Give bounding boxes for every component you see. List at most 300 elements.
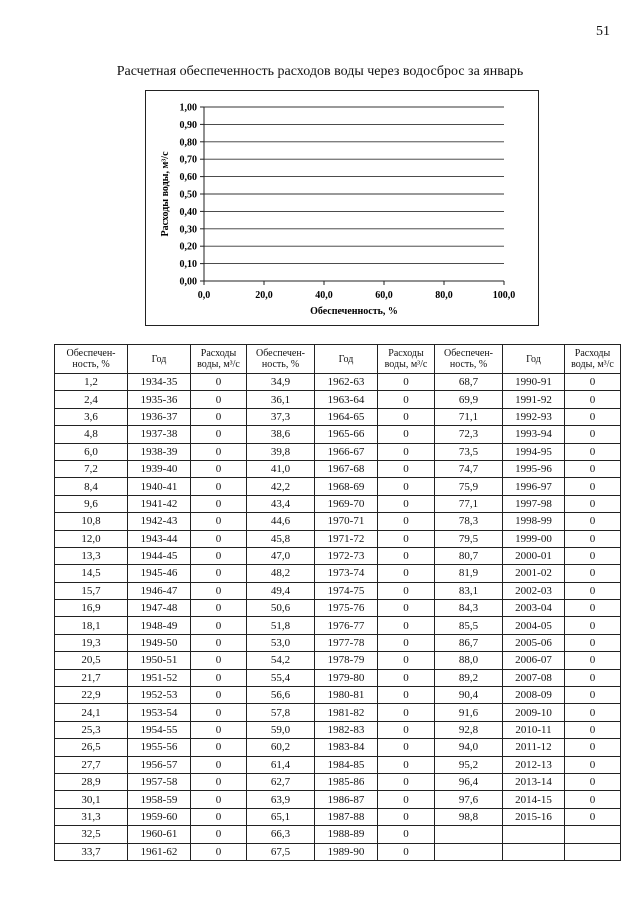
table-cell: 0: [191, 513, 247, 530]
table-cell: 1975-76: [315, 600, 378, 617]
x-tick-label: 20,0: [255, 290, 273, 301]
table-cell: 1974-75: [315, 582, 378, 599]
y-tick-label: 0,40: [179, 206, 197, 218]
table-cell: 20,5: [55, 652, 128, 669]
table-cell: 0: [378, 547, 435, 564]
table-cell: 0: [378, 460, 435, 477]
table-cell: 31,3: [55, 808, 128, 825]
x-tick-label: 100,0: [492, 290, 516, 301]
table-cell: 0: [191, 704, 247, 721]
table-cell: 0: [378, 652, 435, 669]
table-cell: 1998-99: [503, 513, 565, 530]
table-cell: 1938-39: [128, 443, 191, 460]
table-cell: 0: [565, 600, 621, 617]
table-cell: 0: [378, 513, 435, 530]
table-cell: 1947-48: [128, 600, 191, 617]
table-cell: 0: [565, 669, 621, 686]
table-cell: 0: [191, 791, 247, 808]
table-cell: 54,2: [247, 652, 315, 669]
table-cell: 47,0: [247, 547, 315, 564]
table-cell: 0: [378, 721, 435, 738]
table-cell: 0: [565, 739, 621, 756]
table-cell: 1989-90: [315, 843, 378, 860]
table-cell: 0: [565, 374, 621, 391]
table-cell: 88,0: [435, 652, 503, 669]
table-cell: 1990-91: [503, 374, 565, 391]
table-cell: 14,5: [55, 565, 128, 582]
table-row: [55, 495, 621, 512]
table-row: [55, 547, 621, 564]
table-cell: 0: [191, 773, 247, 790]
table-cell: 1985-86: [315, 773, 378, 790]
table-cell: 16,9: [55, 600, 128, 617]
table-cell: 0: [191, 739, 247, 756]
table-cell: 2005-06: [503, 634, 565, 651]
chart-svg: [146, 91, 540, 327]
table-cell: 2004-05: [503, 617, 565, 634]
table-cell: 91,6: [435, 704, 503, 721]
y-tick-label: 0,30: [179, 224, 197, 236]
table-cell: 1942-43: [128, 513, 191, 530]
table-cell: 49,4: [247, 582, 315, 599]
table-cell: 0: [378, 478, 435, 495]
table-cell: 1983-84: [315, 739, 378, 756]
table-cell: 0: [378, 773, 435, 790]
table-cell: 1996-97: [503, 478, 565, 495]
column-header: Расходы воды, м³/с: [378, 345, 435, 374]
table-cell: 32,5: [55, 826, 128, 843]
table-cell: 9,6: [55, 495, 128, 512]
table-cell: 0: [565, 513, 621, 530]
table-row: [55, 600, 621, 617]
table-cell: 1955-56: [128, 739, 191, 756]
table-cell: 0: [378, 808, 435, 825]
table-cell: 1976-77: [315, 617, 378, 634]
page-number: 51: [596, 24, 610, 39]
table-cell: 1935-36: [128, 391, 191, 408]
table-cell: 1970-71: [315, 513, 378, 530]
table-cell: 0: [191, 530, 247, 547]
table-cell: 1972-73: [315, 547, 378, 564]
table-cell: 1981-82: [315, 704, 378, 721]
table-cell: 1964-65: [315, 408, 378, 425]
table-cell: 0: [378, 756, 435, 773]
table-row: [55, 669, 621, 686]
table-cell: 1936-37: [128, 408, 191, 425]
chart-frame: [145, 90, 539, 326]
table-cell: 80,7: [435, 547, 503, 564]
table-cell: 21,7: [55, 669, 128, 686]
table-cell: 2,4: [55, 391, 128, 408]
table-cell: 69,9: [435, 391, 503, 408]
table-cell: 1995-96: [503, 460, 565, 477]
table-row: [55, 739, 621, 756]
table-cell: 0: [565, 791, 621, 808]
column-header: Расходы воды, м³/с: [191, 345, 247, 374]
table-cell: 83,1: [435, 582, 503, 599]
table-cell: 27,7: [55, 756, 128, 773]
table-cell: 0: [191, 600, 247, 617]
table-cell: 0: [565, 495, 621, 512]
y-tick-label: 1,00: [179, 102, 197, 114]
table-cell: 0: [565, 530, 621, 547]
table-cell: 1991-92: [503, 391, 565, 408]
table-cell: [565, 826, 621, 843]
table-cell: 1940-41: [128, 478, 191, 495]
table-cell: 0: [191, 478, 247, 495]
table-cell: 38,6: [247, 426, 315, 443]
table-cell: 81,9: [435, 565, 503, 582]
y-axis-label: Расходы воды, м³/с: [160, 151, 171, 237]
table-cell: 1987-88: [315, 808, 378, 825]
table-cell: 67,5: [247, 843, 315, 860]
table-cell: 0: [191, 582, 247, 599]
table-cell: 2000-01: [503, 547, 565, 564]
table-cell: 1956-57: [128, 756, 191, 773]
table-cell: 51,8: [247, 617, 315, 634]
table-cell: 2013-14: [503, 773, 565, 790]
table-cell: 0: [565, 443, 621, 460]
table-cell: 1986-87: [315, 791, 378, 808]
table-cell: 96,4: [435, 773, 503, 790]
y-tick-label: 0,20: [179, 241, 197, 253]
column-header: Год: [128, 345, 191, 374]
table-row: [55, 530, 621, 547]
table-cell: 2009-10: [503, 704, 565, 721]
table-cell: 1961-62: [128, 843, 191, 860]
table-cell: 1946-47: [128, 582, 191, 599]
table-cell: 0: [191, 443, 247, 460]
table-cell: 48,2: [247, 565, 315, 582]
table-cell: 97,6: [435, 791, 503, 808]
table-cell: 1993-94: [503, 426, 565, 443]
y-tick-label: 0,10: [179, 259, 197, 271]
table-cell: 63,9: [247, 791, 315, 808]
table-cell: 1968-69: [315, 478, 378, 495]
table-cell: 94,0: [435, 739, 503, 756]
table-cell: 3,6: [55, 408, 128, 425]
table-row: [55, 808, 621, 825]
table-cell: 1960-61: [128, 826, 191, 843]
table-cell: 18,1: [55, 617, 128, 634]
table-cell: 71,1: [435, 408, 503, 425]
table-cell: 2015-16: [503, 808, 565, 825]
table-cell: 1954-55: [128, 721, 191, 738]
table-cell: 0: [565, 756, 621, 773]
table-cell: 0: [565, 808, 621, 825]
table-cell: 22,9: [55, 687, 128, 704]
table-cell: 0: [565, 547, 621, 564]
x-tick-label: 60,0: [375, 290, 393, 301]
table-cell: 2010-11: [503, 721, 565, 738]
table-cell: 0: [378, 374, 435, 391]
table-cell: 0: [191, 756, 247, 773]
table-row: [55, 513, 621, 530]
table-cell: 56,6: [247, 687, 315, 704]
column-header: Обеспечен-ность, %: [55, 345, 128, 374]
table-cell: 0: [565, 773, 621, 790]
table-cell: 68,7: [435, 374, 503, 391]
table-cell: 6,0: [55, 443, 128, 460]
table-cell: 10,8: [55, 513, 128, 530]
table-cell: 53,0: [247, 634, 315, 651]
table-cell: 39,8: [247, 443, 315, 460]
table-cell: 1980-81: [315, 687, 378, 704]
table-cell: 0: [191, 652, 247, 669]
table-cell: 84,3: [435, 600, 503, 617]
table-row: [55, 721, 621, 738]
table-cell: 0: [191, 721, 247, 738]
table-cell: 61,4: [247, 756, 315, 773]
table-cell: 26,5: [55, 739, 128, 756]
table-cell: 1988-89: [315, 826, 378, 843]
table-cell: 42,2: [247, 478, 315, 495]
table-cell: 79,5: [435, 530, 503, 547]
table-cell: 0: [378, 495, 435, 512]
table-cell: [435, 843, 503, 860]
table-cell: 0: [565, 408, 621, 425]
table-cell: 0: [378, 426, 435, 443]
table-cell: 30,1: [55, 791, 128, 808]
data-table: [54, 344, 621, 861]
table-cell: 1951-52: [128, 669, 191, 686]
table-cell: 0: [191, 617, 247, 634]
x-tick-label: 40,0: [315, 290, 333, 301]
table-header-row: [55, 345, 621, 374]
table-cell: 1967-68: [315, 460, 378, 477]
table-cell: 1945-46: [128, 565, 191, 582]
table-cell: 36,1: [247, 391, 315, 408]
table-cell: 1963-64: [315, 391, 378, 408]
table-cell: 1994-95: [503, 443, 565, 460]
table-row: [55, 634, 621, 651]
table-cell: 0: [565, 721, 621, 738]
table-cell: 0: [378, 530, 435, 547]
table-cell: 1937-38: [128, 426, 191, 443]
table-cell: 1953-54: [128, 704, 191, 721]
table-cell: 1957-58: [128, 773, 191, 790]
y-tick-label: 0,80: [179, 137, 197, 149]
table-cell: 0: [565, 617, 621, 634]
table-cell: 2001-02: [503, 565, 565, 582]
table-cell: 45,8: [247, 530, 315, 547]
table-cell: 2011-12: [503, 739, 565, 756]
table-cell: 0: [378, 443, 435, 460]
x-tick-label: 0,0: [197, 290, 211, 301]
table-cell: 89,2: [435, 669, 503, 686]
table-cell: 2014-15: [503, 791, 565, 808]
table-cell: 0: [378, 669, 435, 686]
table-cell: 0: [378, 565, 435, 582]
table-cell: 1949-50: [128, 634, 191, 651]
table-cell: 24,1: [55, 704, 128, 721]
table-cell: 1948-49: [128, 617, 191, 634]
table-cell: 65,1: [247, 808, 315, 825]
table-cell: 41,0: [247, 460, 315, 477]
table-cell: 0: [191, 634, 247, 651]
table-cell: 0: [191, 460, 247, 477]
table-cell: 0: [378, 617, 435, 634]
table-cell: 1997-98: [503, 495, 565, 512]
table-cell: 43,4: [247, 495, 315, 512]
table-cell: [503, 826, 565, 843]
table-row: [55, 756, 621, 773]
table-body: [55, 374, 621, 861]
table-cell: 0: [191, 669, 247, 686]
y-tick-label: 0,00: [179, 276, 197, 288]
table-row: [55, 791, 621, 808]
table-cell: 0: [378, 791, 435, 808]
table-cell: 1973-74: [315, 565, 378, 582]
table-row: [55, 617, 621, 634]
table-row: [55, 687, 621, 704]
table-cell: 98,8: [435, 808, 503, 825]
table-row: [55, 773, 621, 790]
table-cell: 0: [565, 565, 621, 582]
y-tick-label: 0,60: [179, 172, 197, 184]
table-cell: 0: [378, 600, 435, 617]
table-cell: 86,7: [435, 634, 503, 651]
table-cell: 15,7: [55, 582, 128, 599]
table-cell: [435, 826, 503, 843]
table-cell: 28,9: [55, 773, 128, 790]
table-row: [55, 426, 621, 443]
table-cell: 1939-40: [128, 460, 191, 477]
table-row: [55, 843, 621, 860]
table-cell: 1952-53: [128, 687, 191, 704]
table-cell: 1941-42: [128, 495, 191, 512]
table-cell: 72,3: [435, 426, 503, 443]
x-axis-label: Обеспеченность, %: [310, 306, 398, 317]
table-cell: 25,3: [55, 721, 128, 738]
table-row: [55, 374, 621, 391]
table-cell: 0: [378, 843, 435, 860]
table-cell: 85,5: [435, 617, 503, 634]
table-cell: 2002-03: [503, 582, 565, 599]
table-cell: 1984-85: [315, 756, 378, 773]
table-row: [55, 443, 621, 460]
table-cell: 0: [191, 565, 247, 582]
table-row: [55, 408, 621, 425]
table-cell: 90,4: [435, 687, 503, 704]
table-cell: 0: [565, 687, 621, 704]
table-cell: 0: [378, 391, 435, 408]
table-cell: 0: [378, 634, 435, 651]
table-cell: 0: [378, 687, 435, 704]
table-cell: 34,9: [247, 374, 315, 391]
table-cell: 44,6: [247, 513, 315, 530]
table-cell: 1959-60: [128, 808, 191, 825]
table-cell: 1943-44: [128, 530, 191, 547]
table-cell: 1979-80: [315, 669, 378, 686]
x-tick-label: 80,0: [435, 290, 453, 301]
table-row: [55, 478, 621, 495]
table-cell: 60,2: [247, 739, 315, 756]
table-cell: 1978-79: [315, 652, 378, 669]
table-cell: 0: [191, 426, 247, 443]
table-cell: 1992-93: [503, 408, 565, 425]
table-cell: 95,2: [435, 756, 503, 773]
table-cell: 1966-67: [315, 443, 378, 460]
table-cell: 0: [378, 826, 435, 843]
chart-title: Расчетная обеспеченность расходов воды через водосброс за январь: [116, 64, 524, 79]
table-cell: 0: [191, 808, 247, 825]
column-header: Обеспечен-ность, %: [435, 345, 503, 374]
column-header: Год: [503, 345, 565, 374]
table-cell: 1971-72: [315, 530, 378, 547]
table-cell: [503, 843, 565, 860]
table-cell: 1977-78: [315, 634, 378, 651]
table-cell: 0: [191, 687, 247, 704]
table-cell: 0: [565, 582, 621, 599]
table-cell: 2007-08: [503, 669, 565, 686]
table-cell: 7,2: [55, 460, 128, 477]
table-cell: 1,2: [55, 374, 128, 391]
y-tick-label: 0,90: [179, 119, 197, 131]
table-row: [55, 826, 621, 843]
table-cell: 2006-07: [503, 652, 565, 669]
table-cell: 0: [191, 391, 247, 408]
table-cell: 1934-35: [128, 374, 191, 391]
table-cell: 0: [191, 843, 247, 860]
y-tick-label: 0,70: [179, 154, 197, 166]
table-cell: 50,6: [247, 600, 315, 617]
table-cell: 0: [565, 652, 621, 669]
table-cell: 0: [565, 426, 621, 443]
table-cell: 12,0: [55, 530, 128, 547]
table-cell: 13,3: [55, 547, 128, 564]
table-row: [55, 565, 621, 582]
table-cell: 1944-45: [128, 547, 191, 564]
table-row: [55, 391, 621, 408]
table-cell: 0: [378, 582, 435, 599]
table-cell: 55,4: [247, 669, 315, 686]
table-cell: 33,7: [55, 843, 128, 860]
table-cell: 66,3: [247, 826, 315, 843]
table-cell: 77,1: [435, 495, 503, 512]
table-cell: 2012-13: [503, 756, 565, 773]
table-cell: 1962-63: [315, 374, 378, 391]
column-header: Расходы воды, м³/с: [565, 345, 621, 374]
table-row: [55, 652, 621, 669]
table-cell: 1958-59: [128, 791, 191, 808]
table-cell: 73,5: [435, 443, 503, 460]
column-header: Обеспечен-ность, %: [247, 345, 315, 374]
table-cell: 62,7: [247, 773, 315, 790]
table-cell: 19,3: [55, 634, 128, 651]
table-row: [55, 460, 621, 477]
table-cell: 0: [565, 478, 621, 495]
table-cell: 0: [565, 391, 621, 408]
table-cell: 74,7: [435, 460, 503, 477]
table-cell: 0: [191, 495, 247, 512]
table-cell: 4,8: [55, 426, 128, 443]
table-cell: 92,8: [435, 721, 503, 738]
table-cell: 0: [191, 374, 247, 391]
table-cell: 37,3: [247, 408, 315, 425]
table-cell: 0: [565, 460, 621, 477]
table-cell: 1982-83: [315, 721, 378, 738]
table-cell: 1969-70: [315, 495, 378, 512]
table-cell: 0: [191, 408, 247, 425]
table-cell: 8,4: [55, 478, 128, 495]
table-cell: 2003-04: [503, 600, 565, 617]
table-cell: 1965-66: [315, 426, 378, 443]
table-cell: 0: [378, 704, 435, 721]
column-header: Год: [315, 345, 378, 374]
table-cell: 0: [378, 408, 435, 425]
table-row: [55, 582, 621, 599]
